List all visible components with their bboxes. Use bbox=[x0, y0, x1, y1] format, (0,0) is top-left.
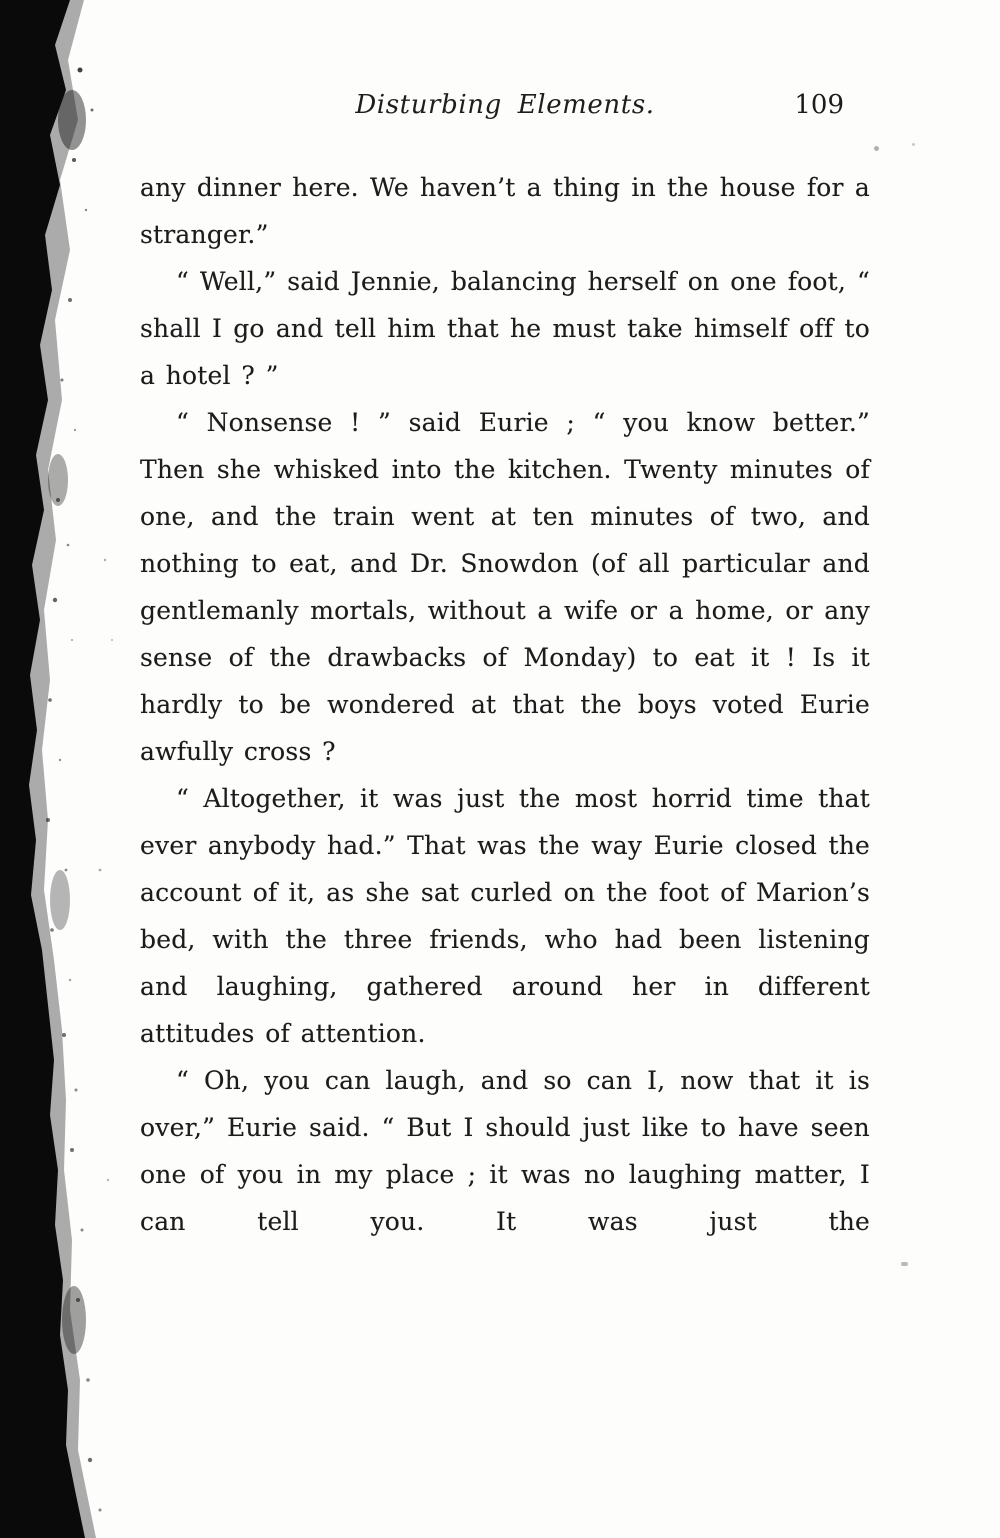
paragraph-1: any dinner here. We haven’t a thing in the house for a stranger.” bbox=[140, 173, 870, 249]
scan-speck bbox=[901, 1262, 908, 1266]
scan-speck bbox=[874, 146, 879, 151]
page-header bbox=[140, 90, 870, 132]
page-number: 109 bbox=[794, 90, 844, 120]
paragraph-4: “ Altogether, it was just the most horrid time that ever anybody had.” That was the way Eurie closed the account of it, as she sat curled on the foot of Marion’s bed, with the three friends, who had been listening and laughing, gathered around her in different attitudes of attention. bbox=[140, 784, 870, 1048]
paragraph-5: “ Oh, you can laugh, and so can I, now that it is over,” Eurie said. “ But I should just like to have seen one of you in my place ; it was no laughing matter, I can tell you. It was just the bbox=[140, 1066, 870, 1236]
paragraph-3: “ Nonsense ! ” said Eurie ; “ you know better.” Then she whisked into the kitchen. Twenty minutes of one, and the train went at ten minutes of two, and nothing to eat, and Dr. Snowdon (of all particular and gentlemanly mortals, without a wife or a home, or any sense of the drawbacks of Monday) to eat it ! Is it hardly to be wondered at that the boys voted Eurie awfully cross ? bbox=[140, 408, 870, 766]
paragraph-2: “ Well,” said Jennie, balancing herself on one foot, “ shall I go and tell him that he must take himself off to a hotel ? ” bbox=[140, 267, 870, 390]
running-title: Disturbing Elements. bbox=[355, 90, 655, 120]
scan-speck bbox=[912, 143, 915, 146]
page-content bbox=[140, 0, 870, 1245]
scan-artifact-left bbox=[0, 0, 130, 1538]
body-text bbox=[140, 164, 870, 1245]
